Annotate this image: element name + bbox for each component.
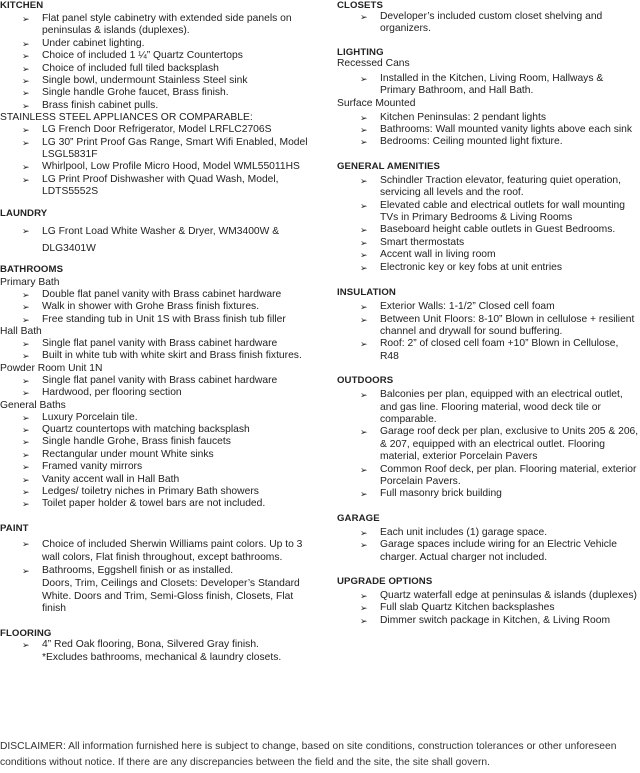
surface-label: Surface Mounted [337,97,416,109]
list-item: ➢ Single handle Grohe, Brass finish faucets [0,436,330,448]
amenities-heading: GENERAL AMENITIES [337,160,440,172]
list-item: ➢ Full masonry brick building [337,488,640,500]
list-item: ➢ Single bowl, undermount Stainless Steel sink [0,75,330,87]
powder-room-label: Powder Room Unit 1N [0,362,103,374]
list-item: ➢ Exterior Walls: 1-1/2” Closed cell foam [337,301,640,313]
list-item: ➢ Accent wall in living room [337,249,640,261]
list-item: ➢ Choice of included 1 ¼” Quartz Countertops [0,50,330,62]
amenities-section [337,161,640,274]
flooring-section [0,628,330,664]
upgrades-heading: UPGRADE OPTIONS [337,576,433,587]
disclaimer-text: DISCLAIMER: All information furnished here is subject to change, based on site conditions, construction tolerances or other unforeseen conditions without notice. If there are any discrepancies between the field and the site, the site shall govern. [0,741,617,768]
recessed-label: Recessed Cans [337,57,410,69]
insulation-section [337,287,640,363]
paint-heading: PAINT [0,522,29,534]
list-item: ➢ Double flat panel vanity with Brass cabinet hardware [0,289,330,301]
list-item: ➢ Hardwood, per flooring section [0,387,330,399]
list-item: ➢ Developer’s included custom closet shelving and organizers. [337,11,640,36]
list-item: ➢ Kitchen Peninsulas: 2 pendant lights [337,112,640,124]
list-item: ➢ Quartz countertops with matching backsplash [0,424,330,436]
list-item: ➢ Vanity accent wall in Hall Bath [0,474,330,486]
list-item: ➢ Garage roof deck per plan, exclusive to Units 205 & 206, & 207, equipped with an electrical outlet. Flooring material, exterior Porcelain Pavers [337,426,640,463]
upgrades-section [337,576,640,627]
list-item: ➢ Rectangular under mount White sinks [0,449,330,461]
list-item: ➢ Installed in the Kitchen, Living Room, Hallways & Primary Bathroom, and Hall Bath. [337,73,640,98]
list-item: ➢ Ledges/ toiletry niches in Primary Bath showers [0,486,330,498]
primary-bath-label: Primary Bath [0,276,60,288]
left-column [0,0,330,664]
outdoors-heading: OUTDOORS [337,375,394,387]
general-baths-label: General Baths [0,399,66,411]
list-item: ➢ LG Print Proof Dishwasher with Quad Wash, Model, LDTS5552S [0,174,330,199]
list-item: ➢ Smart thermostats [337,237,640,249]
list-item: ➢ Single flat panel vanity with Brass cabinet hardware [0,338,330,350]
list-item: ➢ Brass finish cabinet pulls. [0,100,330,112]
list-item: ➢ Bathrooms, Eggshell finish or as installed. [0,564,330,578]
list-item: ➢ Bathrooms: Wall mounted vanity lights above each sink [337,124,640,136]
list-item: ➢ Free standing tub in Unit 1S with Brass finish tub filler [0,314,330,326]
list-item: ➢ Built in white tub with white skirt and Brass finish fixtures. [0,350,330,362]
insulation-heading: INSULATION [337,287,396,299]
closets-heading: CLOSETS [337,0,384,11]
list-item: ➢ Elevated cable and electrical outlets for wall mounting TVs in Primary Bedrooms & Living Rooms [337,200,640,225]
list-item: ➢ Toilet paper holder & towel bars are not included. [0,498,330,510]
list-item: ➢ Luxury Porcelain tile. [0,412,330,424]
flooring-note: *Excludes bathrooms, mechanical & laundry closets. [42,651,282,663]
lighting-section [337,47,640,149]
list-item: ➢ Each unit includes (1) garage space. [337,527,640,539]
list-item: ➢ Under cabinet lighting. [0,38,330,50]
paint-note: Doors, Trim, Ceilings and Closets: Developer’s Standard White. Doors and Trim, Semi-Gloss finish, Closets, Flat finish [42,577,300,615]
outdoors-section [337,375,640,501]
list-item: ➢ Roof: 2” of closed cell foam +10” Blown in Cellulose, R48 [337,338,640,363]
list-item: ➢ LG Front Load White Washer & Dryer, WM3400W & DLG3401W [0,223,330,257]
bathrooms-section [0,264,330,511]
closets-section [337,0,640,36]
list-item: ➢ Walk in shower with Grohe Brass finish fixtures. [0,301,330,313]
paint-section [0,523,330,616]
list-item: ➢ Choice of included Sherwin Williams paint colors. Up to 3 wall colors, Flat finish throughout, except bathrooms. [0,538,330,564]
list-item: ➢ Balconies per plan, equipped with an electrical outlet, and gas line. Flooring material, wood deck tile or comparable. [337,389,640,426]
right-column [337,0,640,627]
list-item: ➢ Whirlpool, Low Profile Micro Hood, Model WML55011HS [0,161,330,173]
list-item: ➢ Between Unit Floors: 8-10” Blown in cellulose + resilient channel and drywall for sound buffering. [337,314,640,339]
list-item: ➢ Single handle Grohe faucet, Brass finish. [0,87,330,99]
list-item: ➢ Choice of included full tiled backsplash [0,63,330,75]
list-item: ➢ Full slab Quartz Kitchen backsplashes [337,602,640,614]
list-item: ➢ Baseboard height cable outlets in Guest Bedrooms. [337,224,640,236]
list-item: ➢ 4” Red Oak flooring, Bona, Silvered Gray finish. [0,639,330,651]
lighting-heading: LIGHTING [337,46,384,58]
hall-bath-label: Hall Bath [0,325,42,337]
list-item: ➢ Single flat panel vanity with Brass cabinet hardware [0,375,330,387]
laundry-section [0,208,330,257]
list-item: ➢ Electronic key or key fobs at unit entries [337,262,640,274]
garage-heading: GARAGE [337,512,380,524]
bathrooms-heading: BATHROOMS [0,263,64,275]
list-item: ➢ Flat panel style cabinetry with extended side panels on peninsulas & islands (duplexes). [0,13,330,38]
list-item: ➢ Dimmer switch package in Kitchen, & Living Room [337,615,640,627]
list-item: ➢ Common Roof deck, per plan. Flooring material, exterior Porcelain Pavers. [337,464,640,489]
list-item: ➢ Bedrooms: Ceiling mounted light fixture. [337,136,640,148]
list-item: ➢ LG 30” Print Proof Gas Range, Smart Wifi Enabled, Model LSGL5831F [0,137,330,162]
list-item: ➢ Quartz waterfall edge at peninsulas & islands (duplexes) [337,590,640,602]
list-item: ➢ Garage spaces include wiring for an Electric Vehicle charger. Actual charger not included. [337,539,640,564]
appliances-heading: STAINLESS STEEL APPLIANCES OR COMPARABLE: [0,112,253,124]
list-item: ➢ LG French Door Refrigerator, Model LRFLC2706S [0,124,330,136]
list-item: ➢ Framed vanity mirrors [0,461,330,473]
kitchen-section [0,0,330,199]
kitchen-heading: KITCHEN [0,0,44,11]
laundry-heading: LAUNDRY [0,207,48,219]
garage-section [337,513,640,564]
flooring-heading: FLOORING [0,628,52,640]
list-item: ➢ Schindler Traction elevator, featuring quiet operation, servicing all levels and the roof. [337,175,640,200]
